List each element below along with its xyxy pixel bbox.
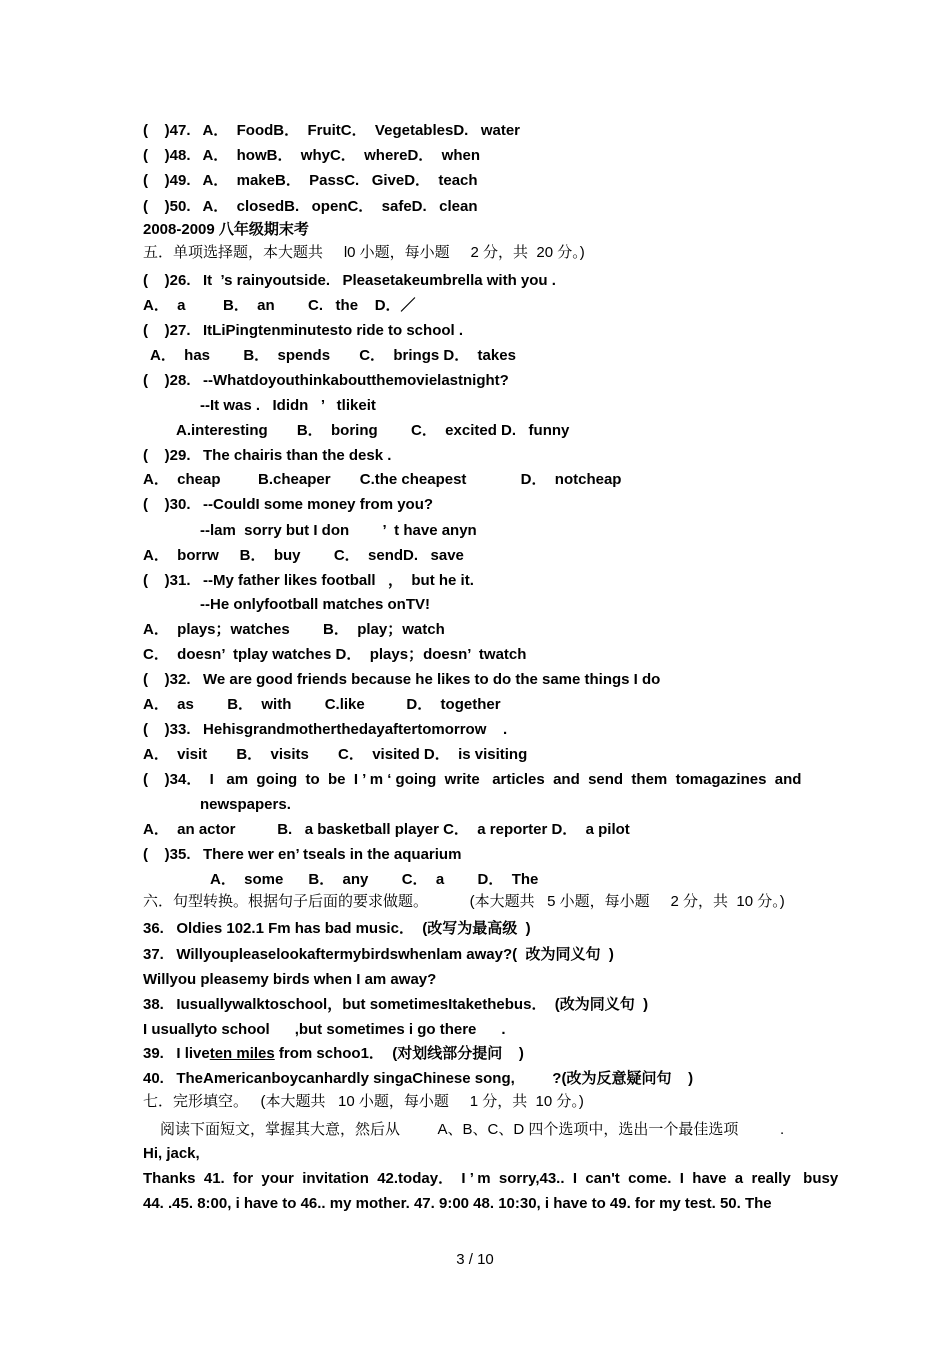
question-37: 37. Willyoupleaselookaftermybirdswhenlam away?( 改为同义句 ) <box>143 946 614 963</box>
question-32: ( )32. We are good friends because he likes to do the same things I do <box>143 671 661 688</box>
page-number: 3 / 10 <box>456 1251 494 1268</box>
question-39-underlined: ten miles <box>209 1045 275 1062</box>
question-33: ( )33. Hehisgrandmotherthedayaftertomorrow . <box>143 721 508 738</box>
question-37-answer: Willyou pleasemy birds when I am away? <box>143 971 437 988</box>
section-7-heading: 七．完形填空。 (本大题共 10 小题，每小题 1 分，共 10 分。) <box>143 1093 584 1110</box>
section-6-heading: 六．句型转换。根据句子后面的要求做题。 (本大题共 5 小题，每小题 2 分，共 10 分。) <box>143 893 785 910</box>
question-29: ( )29. The chairis than the desk . <box>143 447 392 464</box>
exam-title: 2008-2009 八年级期末考 <box>143 221 309 238</box>
question-34: ( )34． I am going to be I ’ m ‘ going write articles and send them tomagazines and <box>143 771 802 788</box>
section-5-heading: 五．单项选择题，本大题共 l0 小题，每小题 2 分，共 20 分。) <box>143 244 585 261</box>
question-32-options: A． as B． with C.like D． together <box>143 696 501 713</box>
question-38: 38. Iusuallywalktoschool，but sometimesItakethebus． (改为同义句 ) <box>143 996 649 1013</box>
question-39-end: from schoo1． (对划线部分提问 ) <box>274 1045 524 1062</box>
question-31: ( )31. --My father likes football ， but he it. <box>143 572 474 589</box>
question-36: 36. Oldies 102.1 Fm has bad music． (改写为最高级 ) <box>143 920 531 937</box>
question-40: 40. TheAmericanboycanhardly singaChinese song, ?(改为反意疑问句 ) <box>143 1070 694 1087</box>
question-28-reply: --It was . Ididn ’ tlikeit <box>200 397 376 414</box>
question-29-options: A． cheap B.cheaper C.the cheapest D． notcheap <box>143 471 622 488</box>
question-38-answer: I usuallyto school ,but sometimes i go there . <box>143 1021 506 1038</box>
question-35: ( )35. There wer en’ tseals in the aquarium <box>143 846 462 863</box>
question-47: ( )47. A． FoodB． FruitC． VegetablesD. water <box>143 122 520 139</box>
question-30: ( )30. --CouldI some money from you? <box>143 496 434 513</box>
question-50: ( )50. A． closedB. openC． safeD. clean <box>143 198 478 215</box>
question-34-options: A． an actor B. a basketball player C． a reporter D． a pilot <box>143 821 630 838</box>
question-30-options: A． borrw B． buy C． sendD. save <box>143 547 464 564</box>
question-39 <box>143 1044 524 1064</box>
question-31-options-cd: C． doesn’ tplay watches D． plays；doesn’ twatch <box>143 646 527 663</box>
question-28-options: A.interesting B． boring C． excited D. funny <box>176 422 570 439</box>
question-31-reply: --He onlyfootball matches onTV! <box>200 596 431 613</box>
question-33-options: A． visit B． visits C． visited D． is visiting <box>143 746 528 763</box>
letter-greeting: Hi, jack, <box>143 1145 200 1162</box>
question-28: ( )28. --Whatdoyouthinkaboutthemovielastnight? <box>143 372 509 389</box>
question-34-continued: newspapers. <box>200 796 291 813</box>
question-27-options: A． has B． spends C． brings D． takes <box>150 347 516 364</box>
question-49: ( )49. A． makeB． PassC. GiveD． teach <box>143 172 478 189</box>
question-31-options-ab: A． plays；watches B． play；watch <box>143 621 445 638</box>
question-39-start: 39. I live <box>143 1045 210 1062</box>
question-35-options: A． some B． any C． a D． The <box>210 871 539 888</box>
question-26-options: A． a B． an C. the D．／ <box>143 297 416 314</box>
question-26: ( )26. It ’s rainyoutside. Pleasetakeumbrella with you . <box>143 272 556 289</box>
cloze-text-line-2: 44. .45. 8:00, i have to 46.. my mother. 47. 9:00 48. 10:30, i have to 49. for my test. 50. The <box>143 1195 772 1212</box>
cloze-text-line-1: Thanks 41. for your invitation 42.today． I ’ m sorry,43.. I can't come. I have a really busy <box>143 1170 839 1187</box>
question-27: ( )27. ItLiPingtenminutesto ride to school . <box>143 322 464 339</box>
cloze-instructions: 阅读下面短文，掌握其大意，然后从 A、B、C、D 四个选项中，选出一个最佳选项 . <box>160 1121 785 1138</box>
question-30-reply: --lam sorry but I don ’ t have anyn <box>200 522 477 539</box>
question-48: ( )48. A． howB． whyC． whereD． when <box>143 147 480 164</box>
